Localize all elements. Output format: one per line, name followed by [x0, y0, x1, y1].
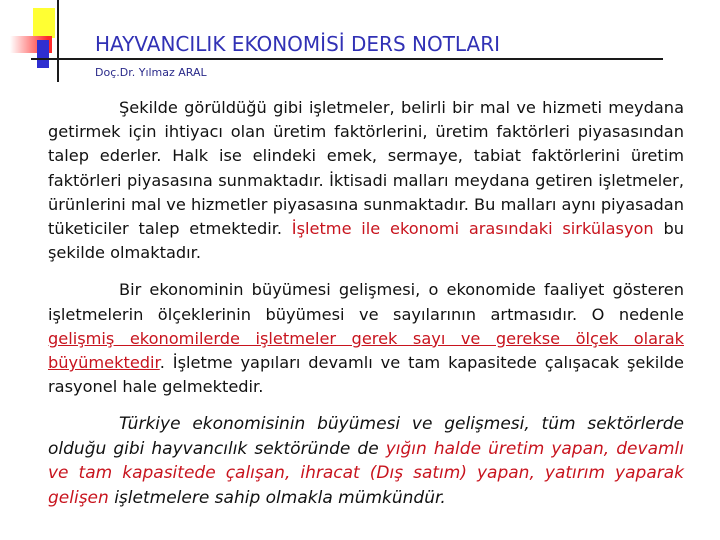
- title-underline: [31, 58, 663, 60]
- p3-highlight: yığın halde üretim yapan, devamlı ve tam kapasitede çalışan, ihracat (Dış satım) yapan, yatırım yaparak gelişen: [48, 438, 684, 508]
- p2-highlight: gelişmiş ekonomilerde işletmeler gerek sayı ve gerekse ölçek olarak büyümektedir: [48, 328, 684, 373]
- p1-highlight: İşletme ile ekonomi arasındaki sirkülasyon: [291, 219, 654, 239]
- p3-text-b: işletmelere sahip olmakla mümkündür.: [108, 487, 446, 508]
- p1-text-a: Şekilde görüldüğü gibi işletmeler, belirli bir mal ve hizmeti meydana getirmek için ihtiyacı olan üretim faktörlerini, üretim faktörleri piyasasından talep ederler. Halk ise elindeki emek, sermaye, tabiat faktörlerini üretim faktörleri piyasasına sunmaktadır. İktisadi malları meydana getiren işletmeler, ürünlerini mal ve hizmetler piyasasına sunmaktadır. Bu malları aynı piyasadan tüketiciler talep etmektedir.: [48, 98, 684, 239]
- paragraph-1: [48, 96, 684, 265]
- slide-body: [48, 96, 684, 510]
- p1-text-b: bu şekilde olmaktadır.: [48, 219, 684, 263]
- author-subtitle: Doç.Dr. Yılmaz ARAL: [95, 66, 207, 79]
- page-title: HAYVANCILIK EKONOMİSİ DERS NOTLARI: [95, 32, 500, 56]
- paragraph-3: [48, 412, 684, 510]
- p2-text-b: . İşletme yapıları devamlı ve tam kapasitede çalışacak şekilde rasyonel hale gelmektedir.: [48, 353, 684, 397]
- decor-blue-bar: [37, 40, 49, 68]
- p3-text-a: Türkiye ekonomisinin büyümesi ve gelişmesi, tüm sektörlerde olduğu gibi hayvancılık sektöründe de: [48, 414, 684, 459]
- decor-vertical-line: [57, 0, 59, 82]
- decor-yellow-square: [33, 8, 55, 38]
- p2-text-a: Bir ekonominin büyümesi gelişmesi, o ekonomide faaliyet gösteren işletmelerin ölçeklerinin büyümesi ve sayılarının artmasıdır. O nedenle: [48, 280, 684, 324]
- paragraph-2: [48, 278, 684, 399]
